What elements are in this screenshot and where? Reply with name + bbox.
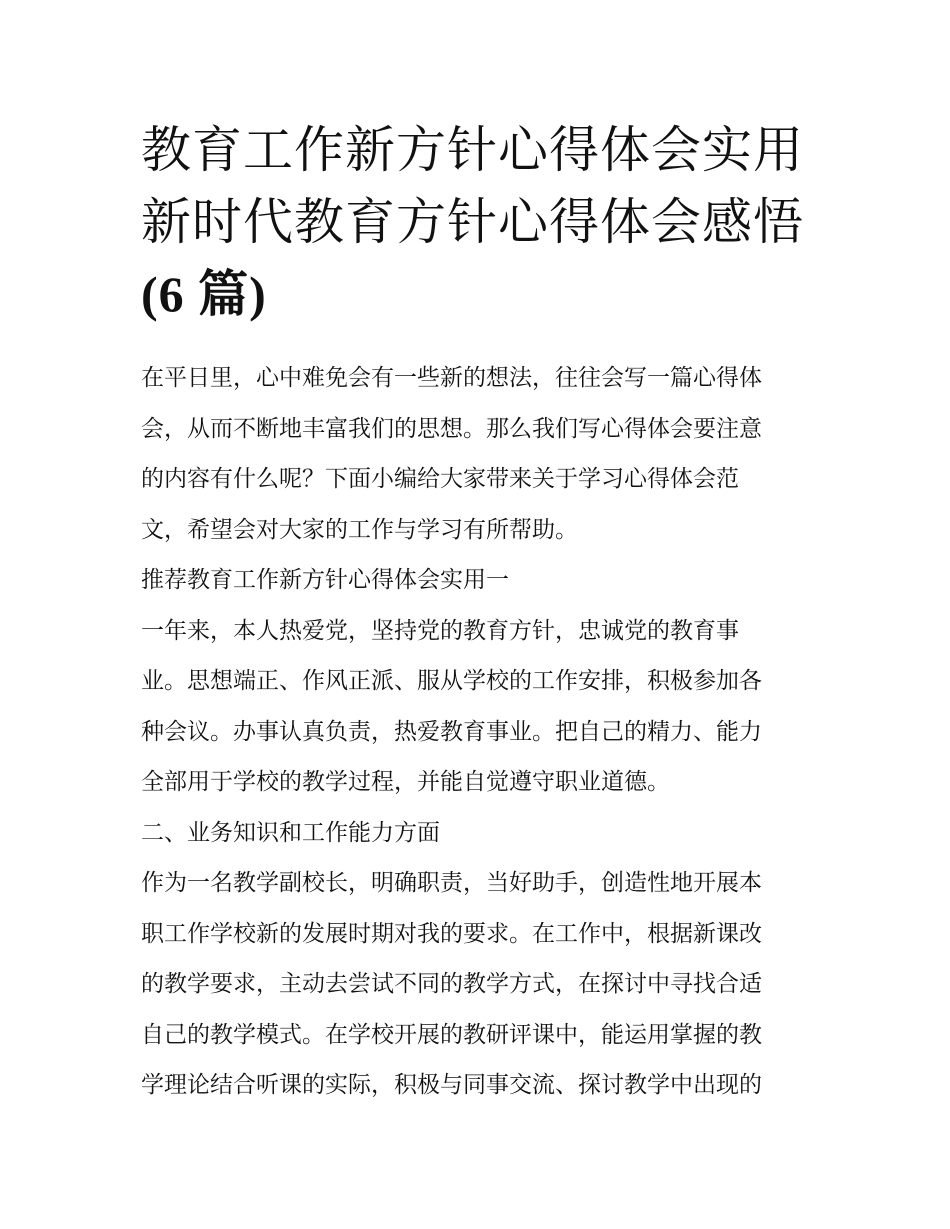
- paragraph-line: 种会议。办事认真负责，热爱教育事业。把自己的精力、能力: [141, 718, 762, 745]
- document-title: [141, 114, 821, 330]
- section-heading: 二、业务知识和工作能力方面: [141, 819, 440, 846]
- intro-line: 的内容有什么呢？下面小编给大家带来关于学习心得体会范: [141, 466, 739, 492]
- title-line: (6 篇): [141, 266, 267, 322]
- title-line: 新时代教育方针心得体会感悟: [141, 193, 804, 251]
- paragraph-line: 的教学要求，主动去尝试不同的教学方式，在探讨中寻找合适: [141, 971, 762, 997]
- intro-line: 在平日里，心中难免会有一些新的想法，往往会写一篇心得体: [141, 365, 762, 391]
- paragraph-line: 作为一名教学副校长，明确职责，当好助手，创造性地开展本: [141, 870, 762, 896]
- paragraph-line: 自己的教学模式。在学校开展的教研评课中，能运用掌握的教: [141, 1021, 762, 1048]
- section-heading: 推荐教育工作新方针心得体会实用一: [141, 567, 509, 593]
- paragraph-line: 一年来，本人热爱党，坚持党的教育方针，忠诚党的教育事: [141, 617, 739, 644]
- title-line: 教育工作新方针心得体会实用: [141, 121, 804, 179]
- intro-line: 会，从而不断地丰富我们的思想。那么我们写心得体会要注意: [141, 415, 762, 442]
- paragraph-line: 全部用于学校的教学过程，并能自觉遵守职业道德。: [141, 769, 670, 795]
- paragraph-line: 职工作学校新的发展时期对我的要求。在工作中，根据新课改: [141, 920, 762, 947]
- document-body: [141, 360, 821, 1118]
- paragraph-line: 业。思想端正、作风正派、服从学校的工作安排，积极参加各: [141, 668, 762, 694]
- intro-line: 文，希望会对大家的工作与学习有所帮助。: [141, 516, 578, 543]
- paragraph-line: 学理论结合听课的实际，积极与同事交流、探讨教学中出现的: [141, 1072, 762, 1098]
